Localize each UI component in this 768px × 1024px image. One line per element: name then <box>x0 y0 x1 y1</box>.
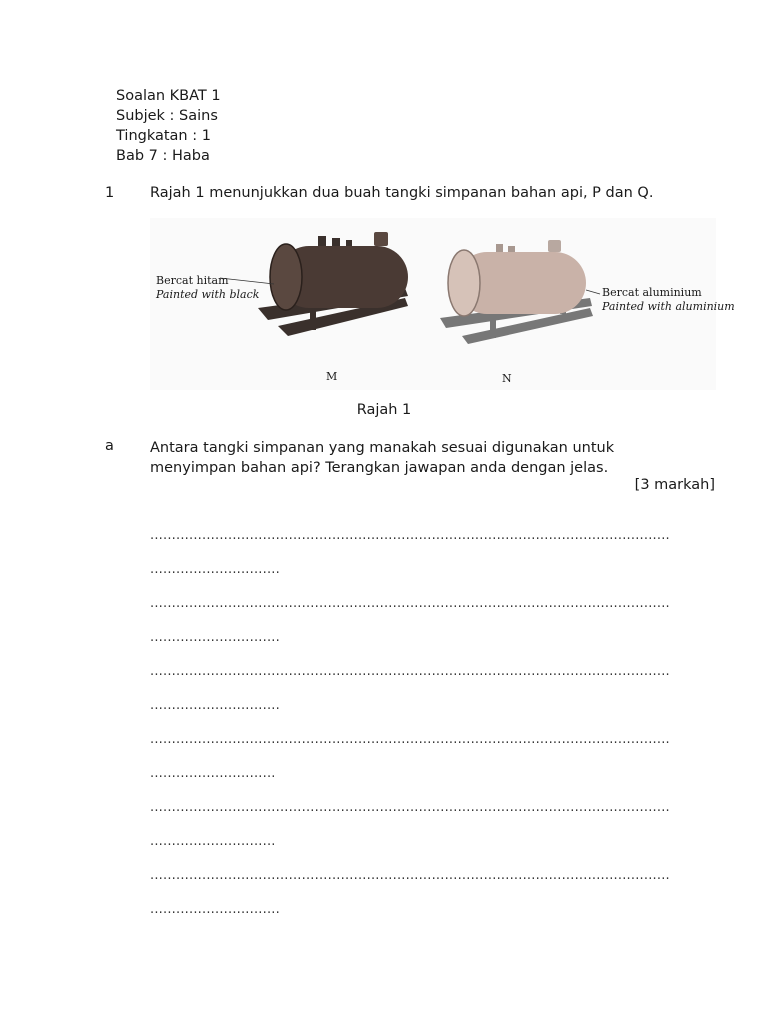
tank-n-label-english: Painted with aluminium <box>602 300 735 313</box>
header-title: Soalan KBAT 1 <box>116 88 221 104</box>
tank-m-label-malay: Bercat hitam <box>156 274 229 287</box>
figure-fuel-tanks <box>150 218 735 390</box>
answer-line[interactable]: ........................................................................................................................ <box>150 528 670 543</box>
figure-caption: Rajah 1 <box>356 402 412 418</box>
answer-line[interactable]: ........................................................................................................................ <box>150 664 670 679</box>
header-chapter: Bab 7 : Haba <box>116 148 210 164</box>
question-text: Rajah 1 menunjukkan dua buah tangki simpanan bahan api, P dan Q. <box>150 185 654 201</box>
question-number: 1 <box>105 185 115 201</box>
marks-label: [3 markah] <box>634 477 715 493</box>
tank-m-drawing <box>220 232 408 336</box>
header-form: Tingkatan : 1 <box>116 128 211 144</box>
part-a-line-2: menyimpan bahan api? Terangkan jawapan anda dengan jelas. <box>150 460 609 476</box>
answer-line[interactable]: .............................. <box>150 698 280 713</box>
tank-n-letter: N <box>502 372 512 385</box>
answer-line[interactable]: ........................................................................................................................ <box>150 800 670 815</box>
tank-n-label-malay: Bercat aluminium <box>602 286 702 299</box>
answer-line[interactable]: .............................. <box>150 630 280 645</box>
answer-line[interactable]: ........................................................................................................................ <box>150 732 670 747</box>
part-a-question <box>150 438 710 478</box>
part-a-label: a <box>105 438 114 454</box>
answer-area <box>150 528 710 936</box>
answer-line[interactable]: ............................. <box>150 766 276 781</box>
answer-line[interactable]: ............................. <box>150 834 276 849</box>
tank-n-drawing <box>440 240 600 344</box>
answer-line[interactable]: .............................. <box>150 562 280 577</box>
worksheet-header <box>116 86 221 166</box>
tank-m-label-english: Painted with black <box>156 288 260 301</box>
answer-line[interactable]: .............................. <box>150 902 280 917</box>
answer-line[interactable]: ........................................................................................................................ <box>150 868 670 883</box>
header-subject: Subjek : Sains <box>116 108 218 124</box>
tank-m-letter: M <box>326 370 338 383</box>
answer-line[interactable]: ........................................................................................................................ <box>150 596 670 611</box>
part-a-line-1: Antara tangki simpanan yang manakah sesuai digunakan untuk <box>150 440 615 456</box>
